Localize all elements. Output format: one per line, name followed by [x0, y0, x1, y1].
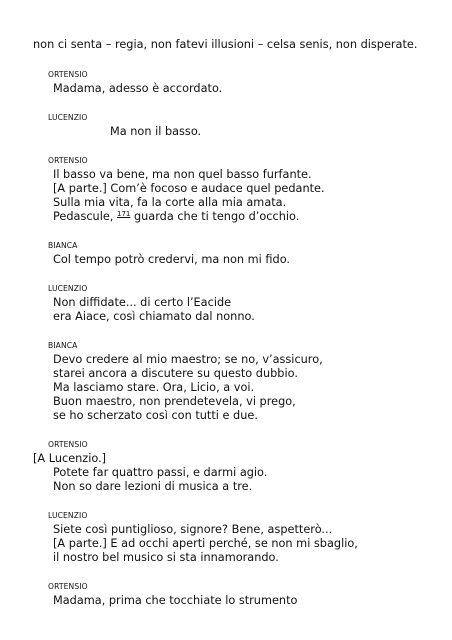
verse-line	[53, 210, 299, 225]
verse-line: Madama, adesso è accordato.	[53, 82, 223, 95]
verse-line: Il basso va bene, ma non quel basso furfante.	[53, 168, 312, 181]
speaker-label: ORTENSIO	[48, 440, 88, 449]
verse-line: il nostro bel musico si sta innamorando.	[53, 551, 279, 564]
verse-text: Pedascule,	[53, 210, 114, 223]
verse-line: era Aiace, così chiamato dal nonno.	[53, 310, 255, 323]
verse-line: Non diffidate... di certo l’Eacide	[53, 296, 232, 309]
verse-line: [A parte.] E ad occhi aperti perché, se non mi sbaglio,	[53, 537, 358, 550]
speaker-label: LUCENZIO	[48, 284, 88, 293]
verse-text: guarda che ti tengo d’occhio.	[133, 210, 300, 223]
speaker-label: LUCENZIO	[48, 511, 88, 520]
speaker-label: ORTENSIO	[48, 582, 88, 591]
verse-line: Potete far quattro passi, e darmi agio.	[53, 466, 268, 479]
speaker-label: ORTENSIO	[48, 70, 88, 79]
verse-line: Non so dare lezioni di musica a tre.	[53, 480, 253, 493]
speaker-label: ORTENSIO	[48, 156, 88, 165]
verse-line: Ma non il basso.	[110, 125, 202, 138]
verse-line: Sulla mia vita, fa la corte alla mia amata.	[53, 196, 287, 209]
speaker-label: BIANCA	[48, 241, 78, 250]
verse-line: starei ancora a discutere su questo dubbio.	[53, 367, 298, 380]
verse-line: Ma lasciamo stare. Ora, Licio, a voi.	[53, 381, 255, 394]
stage-direction: [A Lucenzio.]	[33, 452, 107, 465]
continuation-line: non ci senta – regia, non fatevi illusioni – celsa senis, non disperate.	[33, 38, 418, 51]
footnote-reference[interactable]: 171	[116, 210, 131, 218]
verse-line: [A parte.] Com’è focoso e audace quel pedante.	[53, 182, 325, 195]
speaker-label: LUCENZIO	[48, 113, 88, 122]
verse-line: Devo credere al mio maestro; se no, v’assicuro,	[53, 353, 323, 366]
verse-line: Buon maestro, non prendetevela, vi prego,	[53, 395, 296, 408]
verse-line: Col tempo potrò credervi, ma non mi fido.	[53, 253, 290, 266]
verse-line: Madama, prima che tocchiate lo strumento	[53, 594, 298, 607]
verse-line: Siete così puntiglioso, signore? Bene, aspetterò...	[53, 523, 333, 536]
verse-line: se ho scherzato così con tutti e due.	[53, 409, 258, 422]
speaker-label: BIANCA	[48, 341, 78, 350]
